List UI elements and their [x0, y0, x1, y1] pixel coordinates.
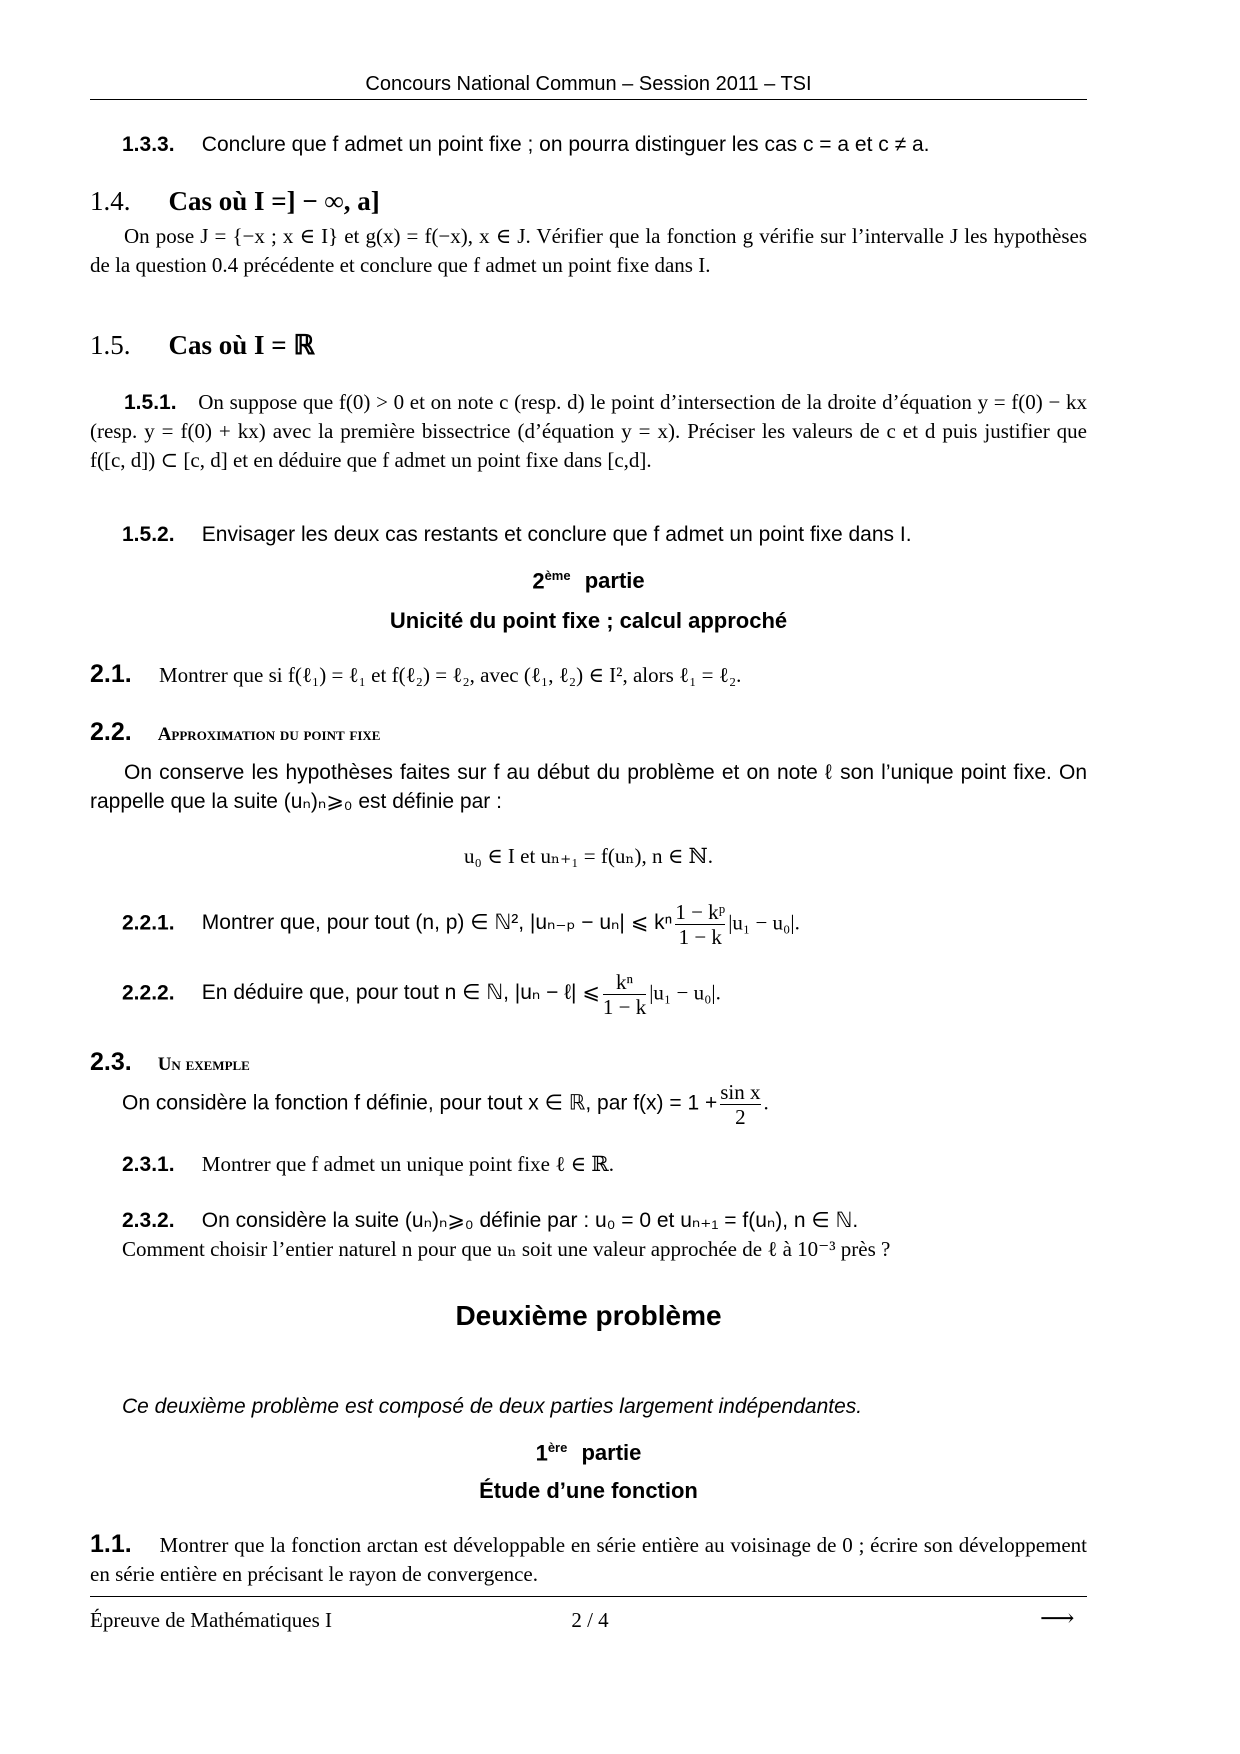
header-rule: [90, 99, 1087, 100]
section-title: Cas où I =] − ∞, a]: [168, 186, 380, 216]
fraction-denominator: 1 − k: [602, 995, 647, 1019]
section-2-2-text: On conserve les hypothèses faites sur f au début du problème et on note ℓ son l’unique point fixe. On rappelle que la suite (uₙ)ₙ⩾₀ est définie par :: [90, 761, 1087, 813]
problem-2-intro: Ce deuxième problème est composé de deux parties largement indépendantes.: [122, 1395, 863, 1418]
section-text: Montrer que si f(ℓ₁) = ℓ₁ et f(ℓ₂) = ℓ₂, avec (ℓ₁, ℓ₂) ∈ I², alors ℓ₁ = ℓ₂.: [158, 663, 742, 687]
footer-left: Épreuve de Mathématiques I: [90, 1608, 332, 1632]
part-number: 2: [532, 568, 545, 594]
question-number: 2.2.2.: [122, 981, 175, 1005]
question-text: En déduire que, pour tout n ∈ ℕ, |uₙ − ℓ| ⩽: [201, 981, 600, 1005]
section-text-tail: .: [763, 1090, 769, 1115]
question-2-3-2: [122, 1206, 1087, 1264]
question-1-5-1: [90, 388, 1087, 475]
fraction: [720, 1080, 760, 1129]
fraction: [603, 970, 646, 1019]
question-text: On suppose que f(0) > 0 et on note c (resp. d) le point d’intersection de la droite d’équation y = f(0) − kx (resp. y = f(0) + kx) avec la première bissectrice (d’équation y = x). Préciser les valeurs de c et d puis justifier que f([c, d]) ⊂ [c, d] et en déduire que f admet un point fixe dans [c,d].: [90, 390, 1087, 472]
section-number: 2.2.: [90, 718, 132, 746]
fraction-numerator: 1 − kᵖ: [675, 900, 726, 924]
question-2-2-1: [122, 900, 1087, 949]
sequence-definition: u₀ ∈ I et uₙ₊₁ = f(uₙ), n ∈ ℕ.: [464, 844, 713, 868]
part-number-sup: ère: [547, 1440, 568, 1455]
question-1-3-3: [122, 130, 1087, 159]
question-2-3-1: [122, 1150, 1087, 1179]
fraction-numerator: kⁿ: [615, 970, 634, 994]
question-text-tail: |u₁ − u₀|.: [649, 980, 721, 1005]
section-2-3-heading: [90, 1048, 250, 1077]
part-word: partie: [584, 568, 645, 594]
section-number: 2.1.: [90, 660, 132, 688]
section-number: 1.5.: [90, 330, 131, 360]
question-text: Montrer que, pour tout (n, p) ∈ ℕ², |uₙ₋ₚ − uₙ| ⩽ kⁿ: [201, 911, 673, 935]
question-1-5-2: [122, 520, 1087, 549]
part-1-title: Étude d’une fonction: [479, 1478, 698, 1503]
part-number-sup: ème: [544, 568, 571, 583]
section-title: Cas où I = ℝ: [168, 330, 315, 360]
section-number: 2.3.: [90, 1048, 132, 1076]
section-title: Un exemple: [157, 1054, 250, 1075]
fraction-denominator: 1 − k: [675, 924, 725, 949]
section-text: On considère la fonction f définie, pour tout x ∈ ℝ, par f(x) = 1 +: [122, 1091, 718, 1115]
question-number: 1.5.2.: [122, 523, 175, 546]
fraction-numerator: sin x: [720, 1080, 761, 1104]
section-number: 1.1.: [90, 1530, 132, 1558]
footer-rule: [90, 1596, 1087, 1597]
part-2-heading: [90, 568, 1087, 594]
question-number: 2.3.1.: [122, 1153, 175, 1176]
problem-2-title: Deuxième problème: [455, 1300, 722, 1331]
question-2-2-2: [122, 970, 1087, 1019]
page-number: 2 / 4: [571, 1608, 609, 1632]
question-number: 2.3.2.: [122, 1209, 175, 1232]
section-title: Approximation du point fixe: [157, 724, 381, 745]
section-1-5-heading: [90, 330, 315, 361]
fraction: [675, 900, 725, 949]
question-text: Montrer que f admet un unique point fixe ℓ ∈ ℝ.: [201, 1152, 615, 1176]
section-2-2-heading: [90, 718, 380, 747]
part-word: partie: [581, 1440, 642, 1466]
section-1-4-text: On pose J = {−x ; x ∈ I} et g(x) = f(−x), x ∈ J. Vérifier que la fonction g vérifie sur l’intervalle J les hypothèses de la question 0.4 précédente et conclure que f admet un point fixe dans I.: [90, 224, 1087, 277]
section-2-1: [90, 660, 1087, 690]
question-text: On considère la suite (uₙ)ₙ⩾₀ définie par : u₀ = 0 et uₙ₊₁ = f(uₙ), n ∈ ℕ.: [201, 1209, 859, 1232]
question-line-1: [122, 1206, 1087, 1235]
section-text: Montrer que la fonction arctan est développable en série entière au voisinage de 0 ; écrire son développement en série entière en précisant le rayon de convergence.: [90, 1533, 1088, 1586]
section-1-1: [90, 1530, 1087, 1589]
question-number: 1.3.3.: [122, 133, 175, 156]
question-line-2: Comment choisir l’entier naturel n pour que uₙ soit une valeur approchée de ℓ à 10⁻³ près ?: [122, 1237, 891, 1261]
question-text-tail: |u₁ − u₀|.: [728, 910, 800, 935]
question-number: 2.2.1.: [122, 911, 175, 935]
section-2-3-text: [122, 1080, 1087, 1129]
part-2-title: Unicité du point fixe ; calcul approché: [389, 608, 788, 633]
section-number: 1.4.: [90, 186, 131, 216]
section-1-4-heading: [90, 186, 380, 217]
page-header: Concours National Commun – Session 2011 – TSI: [365, 73, 812, 95]
question-text: Conclure que f admet un point fixe ; on pourra distinguer les cas c = a et c ≠ a.: [201, 133, 930, 156]
part-number: 1: [535, 1440, 548, 1466]
fraction-denominator: 2: [720, 1104, 760, 1129]
question-number: 1.5.1.: [124, 391, 177, 414]
next-page-arrow-icon: ⟶: [1040, 1606, 1075, 1632]
part-1-heading: [90, 1440, 1087, 1466]
question-text: Envisager les deux cas restants et conclure que f admet un point fixe dans I.: [201, 523, 912, 546]
